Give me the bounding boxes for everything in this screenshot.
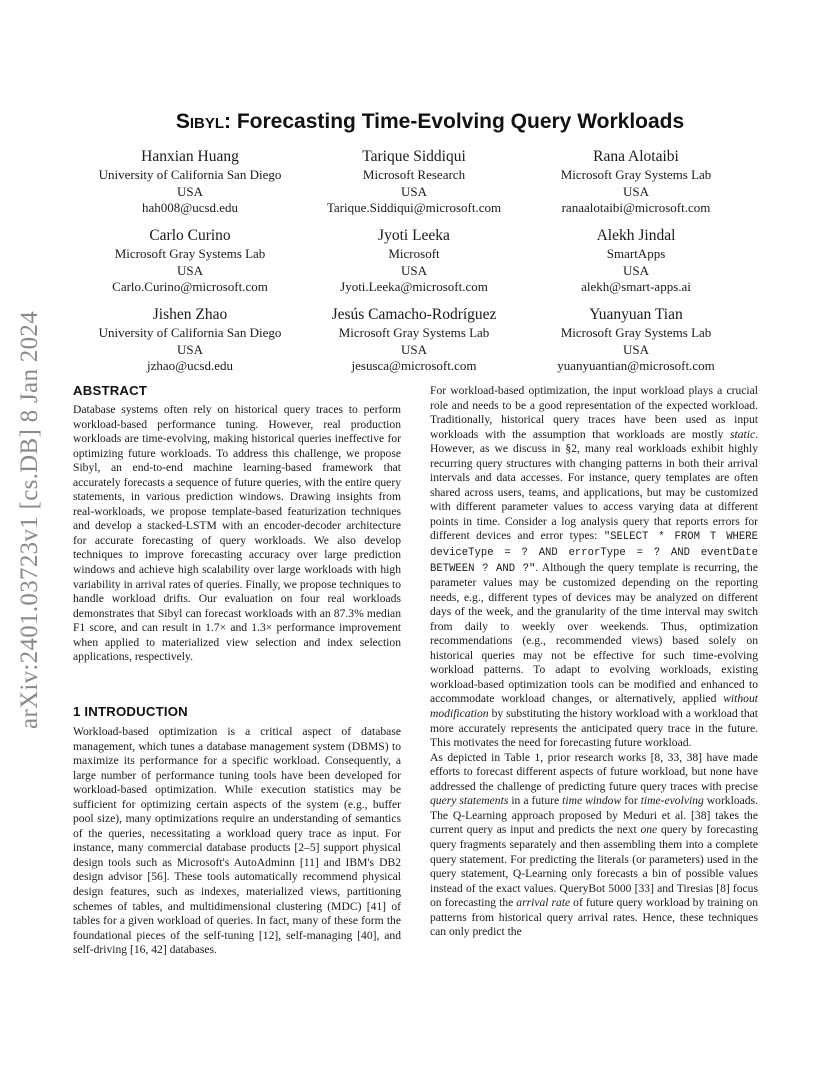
right-column-body <box>430 384 758 940</box>
author-country: USA <box>400 341 427 357</box>
author-affiliation: Microsoft Research <box>362 167 466 182</box>
author-block <box>65 226 315 296</box>
author-affiliation: University of California San Diego <box>98 167 282 182</box>
intro-paragraph-1: Workload-based optimization is a critical aspect of database management, which tunes a database management system (DBMS) to maximize its performance for a specific workload. Consequently, a large number of performance tuning tools have been developed for workload-based optimization. While execution statistics may be sufficient for optimizing certain aspects of the system (e.g., buffer pool size), many optimizations require an understanding of semantics of the queries, necessitating a workload query trace as input. For instance, many commercial database products [2–5] support physical design tools such as Microsoft's AutoAdminn [11] and IBM's DB2 design advisor [56]. These tools automatically recommend physical design features, such as indexes, materialized views, partitioning schemes of tables, and multidimensional clustering (MDC) [41] of tables for a given workload of queries. In fact, many of these form the foundational pieces of the self-tuning [12], self-managing [40], and self-driving [16, 42] databases. <box>73 725 401 957</box>
author-country: USA <box>176 183 203 199</box>
author-country: USA <box>400 183 427 199</box>
text-emphasis: arrival rate <box>516 896 571 910</box>
author-block <box>289 305 539 375</box>
author-email: yuanyuantian@microsoft.com <box>557 358 715 373</box>
author-email: Jyoti.Leeka@microsoft.com <box>340 279 488 294</box>
author-name: Jyoti Leeka <box>378 227 450 244</box>
abstract-text: Database systems often rely on historical query traces to perform workload-based performance tuning. However, real production workloads are time-evolving, making historical queries ineffective for optimizing future workloads. To address this challenge, we propose Sibyl, an end-to-end machine learning-based framework that accurately forecasts a sequence of future queries, with the entire query statements, in various prediction windows. Drawing insights from real-workloads, we propose template-based featurization techniques and develop a stacked-LSTM with an encoder-decoder architecture for accurate forecasting of query workloads. We also develop techniques to improve forecasting accuracy over large prediction windows and achieve high scalability over large workloads with high variability in arrival rates of queries. Finally, we propose techniques to handle workload drifts. Our evaluation on four real workloads demonstrates that Sibyl can forecast workloads with an 87.3% median F1 score, and can result in 1.7× and 1.3× performance improvement when applied to materialized view selection and index selection applications, respectively. <box>73 403 401 664</box>
author-affiliation: Microsoft Gray Systems Lab <box>114 246 266 261</box>
author-name: Tarique Siddiqui <box>362 148 466 165</box>
author-affiliation: SmartApps <box>606 246 666 261</box>
author-name: Carlo Curino <box>149 227 231 244</box>
author-email: ranaalotaibi@microsoft.com <box>561 200 711 215</box>
author-country: USA <box>622 262 649 278</box>
text-emphasis: query statements <box>430 794 509 808</box>
author-name: Yuanyuan Tian <box>589 306 683 323</box>
text-run: of future query workload by training on patterns from historical query arrival rates. Hence, these techniques can only predict the <box>430 896 758 939</box>
author-affiliation: Microsoft Gray Systems Lab <box>338 325 490 340</box>
author-email: alekh@smart-apps.ai <box>581 279 691 294</box>
paper-title <box>100 110 760 134</box>
text-run: For workload-based optimization, the input workload plays a crucial role and needs to be a good representation of the expected workload. Traditionally, historical query traces have been used as input workloads with the assumption that workloads are mostly <box>430 384 758 441</box>
abstract-heading: ABSTRACT <box>73 383 148 398</box>
author-country: USA <box>622 341 649 357</box>
author-block <box>65 147 315 217</box>
text-run: As depicted in Table 1, prior research works [8, 33, 38] have made efforts to forecast different aspects of future workload, but none have addressed the challenge of predicting future query traces with precise <box>430 750 758 793</box>
title-rest: : Forecasting Time-Evolving Query Workloads <box>224 110 685 133</box>
author-affiliation: Microsoft Gray Systems Lab <box>560 167 712 182</box>
author-email: jzhao@ucsd.edu <box>147 358 233 373</box>
text-run: for <box>621 794 641 808</box>
text-run: by substituting the history workload with a workload that more accurately represents the anticipated query trace in the future. This motivates the need for forecasting future workload. <box>430 707 758 750</box>
right-paragraph-1 <box>430 384 758 751</box>
text-emphasis: time-evolving <box>640 794 704 808</box>
author-block <box>289 226 539 296</box>
text-emphasis: time window <box>562 794 622 808</box>
author-block <box>511 305 761 375</box>
author-email: jesusca@microsoft.com <box>351 358 477 373</box>
author-block <box>511 147 761 217</box>
abstract-body <box>73 403 401 665</box>
text-emphasis: one <box>640 823 658 837</box>
author-country: USA <box>400 262 427 278</box>
author-affiliation: Microsoft <box>388 246 440 261</box>
author-block <box>65 305 315 375</box>
author-affiliation: University of California San Diego <box>98 325 282 340</box>
author-email: Carlo.Curino@microsoft.com <box>112 279 268 294</box>
author-country: USA <box>176 262 203 278</box>
text-emphasis: static <box>729 427 756 441</box>
author-block <box>511 226 761 296</box>
author-name: Rana Alotaibi <box>593 148 679 165</box>
author-name: Jishen Zhao <box>152 306 228 323</box>
author-country: USA <box>176 341 203 357</box>
arxiv-sidebar-stamp <box>0 300 60 740</box>
text-run: . However, as we discuss in §2, many real workloads exhibit highly recurring query structures with changing patterns in both their arrival intervals and data accesses. For instance, query templates are often shared across users, teams, and applications, but may be customized with different parameter values to access varying data at different points in time. Consider a log analysis query that reports errors for different devices and error types: <box>430 427 758 543</box>
system-name: Sibyl <box>175 110 224 133</box>
author-email: Tarique.Siddiqui@microsoft.com <box>326 200 502 215</box>
introduction-body <box>73 725 401 958</box>
sql-code: "SELECT * FROM T WHERE deviceType = ? AND errorType = ? AND eventDate BETWEEN ? AND ?" <box>430 531 758 575</box>
author-country: USA <box>622 183 649 199</box>
author-email: hah008@ucsd.edu <box>141 200 239 215</box>
author-name: Jesús Camacho-Rodríguez <box>331 306 497 323</box>
text-run: query by forecasting query fragments separately and then assembling them into a complete query statement. For predicting the literals (or parameters) used in the query statement, Q-Learning only forecasts a bin of possible values instead of the exact values. QueryBot 5000 [33] and Tiresias [8] focus on forecasting the <box>430 823 758 910</box>
author-name: Hanxian Huang <box>141 148 239 165</box>
text-run: . Although the query template is recurring, the parameter values may be customized depending on the reporting needs, e.g., different types of devices may be analyzed on different days of the week, and the granularity of the time interval may switch from daily to weekly over weekends. Thus, optimization recommendations (e.g., recommended views) based solely on historical queries may not be effective for such time-evolving workload patterns. To adapt to evolving workloads, existing workload-based optimization tools can be modified and enhanced to accommodate workload changes, or alternatively, applied <box>430 560 759 706</box>
text-run: in a future <box>508 794 563 808</box>
author-block <box>289 147 539 217</box>
right-paragraph-2 <box>430 751 758 940</box>
author-name: Alekh Jindal <box>596 227 676 244</box>
introduction-heading: 1 INTRODUCTION <box>73 704 188 719</box>
text-emphasis: without modification <box>430 692 758 721</box>
arxiv-id: arXiv:2401.03723v1 [cs.DB] 8 Jan 2024 <box>16 311 43 729</box>
author-affiliation: Microsoft Gray Systems Lab <box>560 325 712 340</box>
text-run: workloads. The Q-Learning approach proposed by Meduri et al. [38] takes the current query as input and predicts the next <box>430 794 758 837</box>
